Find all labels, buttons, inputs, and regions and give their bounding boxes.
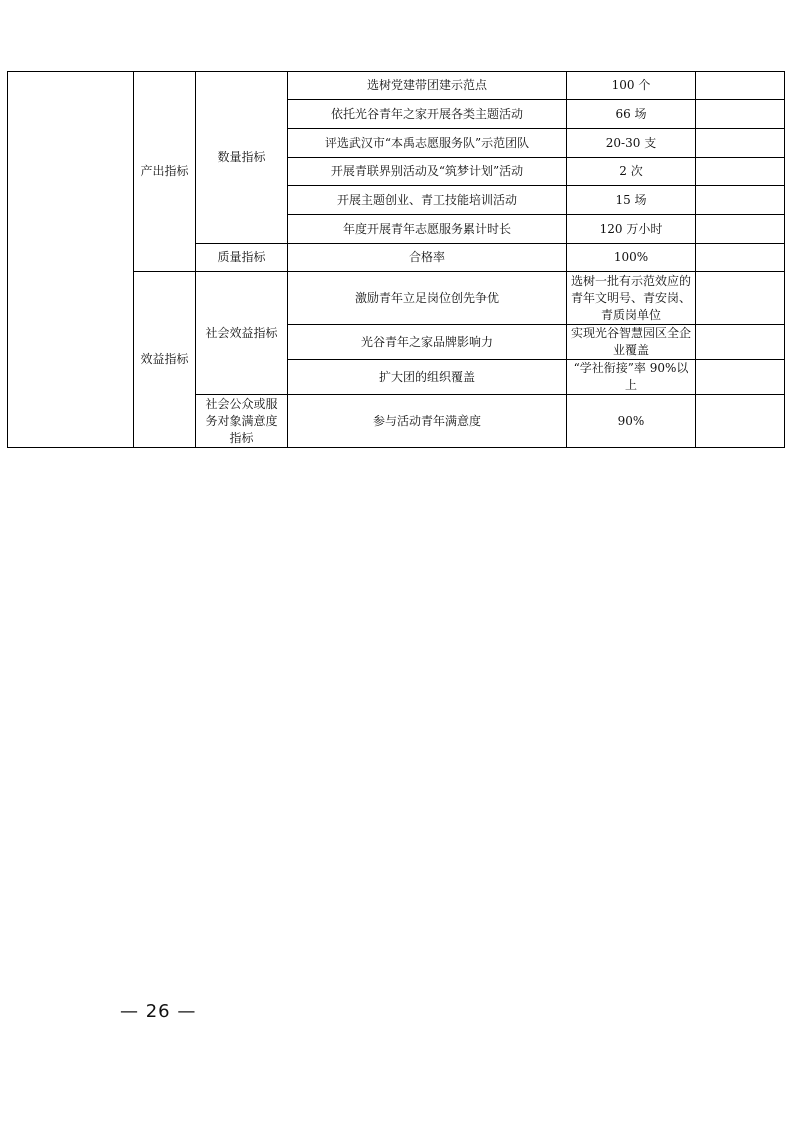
indicator-value: 2 次: [567, 158, 696, 186]
indicator-item: 选树党建带团建示范点: [288, 72, 567, 100]
indicator-item: 评选武汉市“本禹志愿服务队”示范团队: [288, 129, 567, 158]
empty-cell: [696, 360, 785, 395]
indicator-value: 100%: [567, 244, 696, 272]
empty-cell: [696, 325, 785, 360]
indicator-item: 光谷青年之家品牌影响力: [288, 325, 567, 360]
indicator-value: 120 万小时: [567, 215, 696, 244]
empty-cell: [696, 272, 785, 325]
empty-cell: [696, 100, 785, 129]
social-benefit-indicator-label: 社会效益指标: [196, 272, 288, 395]
indicator-value: 66 场: [567, 100, 696, 129]
indicator-value: 20-30 支: [567, 129, 696, 158]
indicator-item: 合格率: [288, 244, 567, 272]
indicator-value: 90%: [567, 395, 696, 448]
quality-indicator-label: 质量指标: [196, 244, 288, 272]
indicator-item: 扩大团的组织覆盖: [288, 360, 567, 395]
empty-cell: [696, 395, 785, 448]
indicator-item: 参与活动青年满意度: [288, 395, 567, 448]
empty-cell: [696, 129, 785, 158]
indicator-item: 开展青联界别活动及“筑梦计划”活动: [288, 158, 567, 186]
output-indicator-label: 产出指标: [134, 72, 196, 272]
empty-cell: [696, 186, 785, 215]
indicator-item: 激励青年立足岗位创先争优: [288, 272, 567, 325]
empty-cell: [696, 215, 785, 244]
table-row: [8, 72, 785, 100]
indicator-value: 100 个: [567, 72, 696, 100]
indicator-value: 15 场: [567, 186, 696, 215]
performance-indicator-table: [7, 71, 785, 448]
indicator-value: “学社衔接”率 90%以上: [567, 360, 696, 395]
page-number: — 26 —: [120, 1001, 197, 1022]
indicator-value: 实现光谷智慧园区全企业覆盖: [567, 325, 696, 360]
empty-cell: [696, 158, 785, 186]
empty-cell: [696, 244, 785, 272]
indicator-value: 选树一批有示范效应的青年文明号、青安岗、青质岗单位: [567, 272, 696, 325]
quantity-indicator-label: 数量指标: [196, 72, 288, 244]
blank-first-level-cell: [8, 72, 134, 448]
indicator-item: 年度开展青年志愿服务累计时长: [288, 215, 567, 244]
empty-cell: [696, 72, 785, 100]
benefit-indicator-label: 效益指标: [134, 272, 196, 448]
indicator-item: 开展主题创业、青工技能培训活动: [288, 186, 567, 215]
satisfaction-indicator-label: 社会公众或服务对象满意度指标: [196, 395, 288, 448]
indicator-item: 依托光谷青年之家开展各类主题活动: [288, 100, 567, 129]
